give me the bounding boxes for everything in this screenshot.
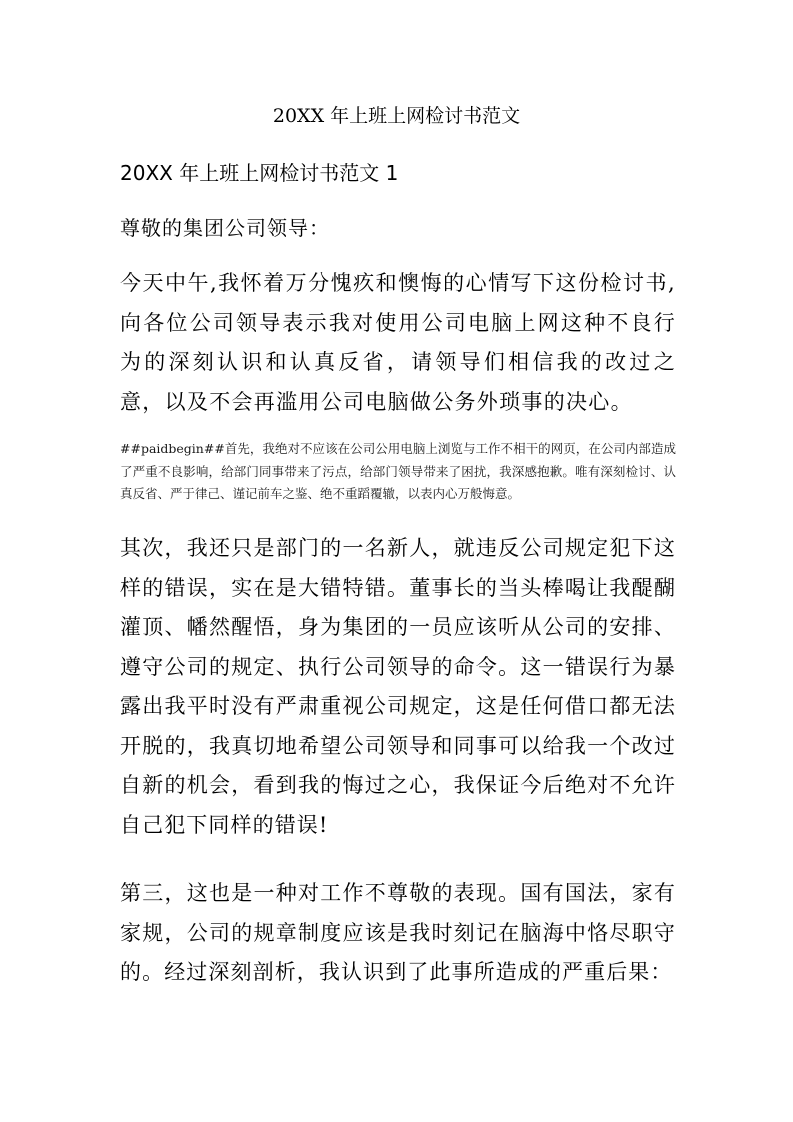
second-point-paragraph: 其次，我还只是部门的一名新人，就违反公司规定犯下这样的错误，实在是大错特错。董事长的当头棒喝让我醍醐灌顶、幡然醒悟，身为集团的一员应该听从公司的安排、遵守公司的规定、执行公司领导的命令。这一错误行为暴露出我平时没有严肃重视公司规定，这是任何借口都无法开脱的，我真切地希望公司领导和同事可以给我一个改过自新的机会，看到我的悔过之心，我保证今后绝对不允许自己犯下同样的错误! — [120, 536, 676, 837]
first-point-paragraph: ##paidbegin##首先，我绝对不应该在公司公用电脑上浏览与工作不相干的网页，在公司内部造成了严重不良影响，给部门同事带来了污点，给部门领导带来了困扰，我深感抱歉。唯有深刻检讨、认真反省、严于律己、谨记前车之鉴、绝不重蹈覆辙，以表内心万般悔意。 — [120, 441, 676, 501]
third-point-paragraph: 第三，这也是一种对工作不尊敬的表现。国有国法，家有家规，公司的规章制度应该是我时刻记在脑海中恪尽职守的。经过深刻剖析，我认识到了此事所造成的严重后果： — [120, 881, 676, 984]
salutation: 尊敬的集团公司领导： — [120, 216, 330, 240]
intro-paragraph: 今天中午,我怀着万分愧疚和懊悔的心情写下这份检讨书,向各位公司领导表示我对使用公司电脑上网这种不良行为的深刻认识和认真反省，请领导们相信我的改过之意，以及不会再滥用公司电脑做公务外琐事的决心。 — [120, 271, 676, 414]
document-title: 20XX 年上班上网检讨书范文 — [272, 105, 521, 127]
section-heading: 20XX 年上班上网检讨书范文 1 — [120, 161, 399, 185]
